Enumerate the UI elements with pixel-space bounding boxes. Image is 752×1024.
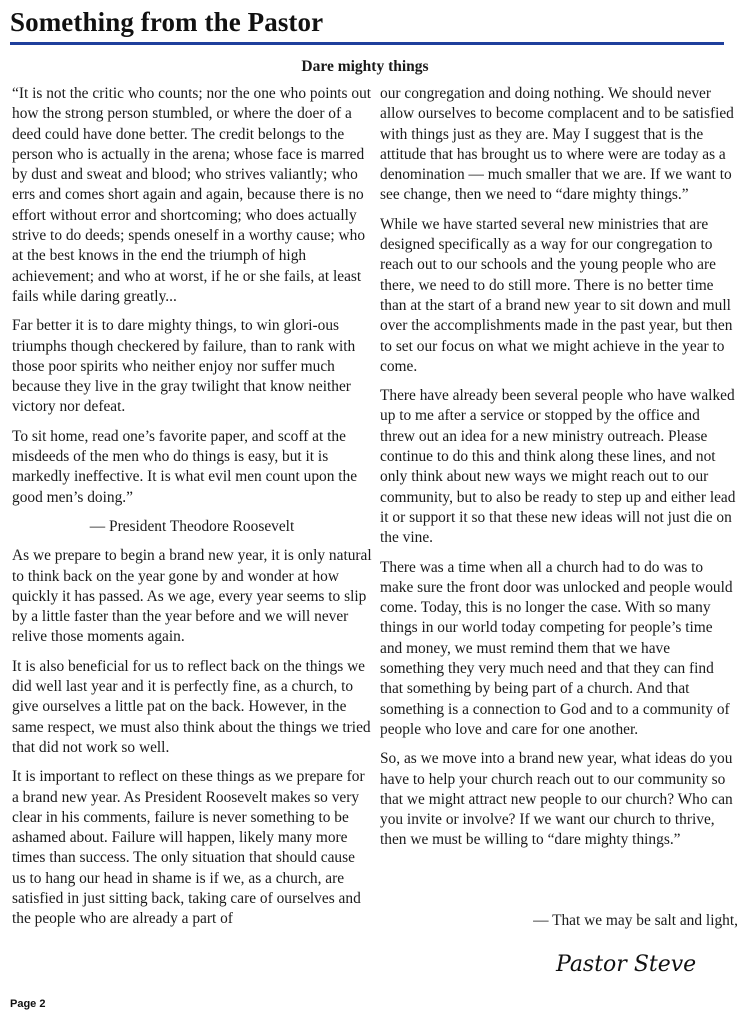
- body-paragraph: It is also beneficial for us to reflect back on the things we did well last year and it is perfectly fine, as a church, to give ourselves a little pat on the back. However, in the same respect, we must also think about the things we tried that did not work so well.: [12, 657, 371, 756]
- body-paragraph: There have already been several people who have walked up to me after a service or stopped by the office and threw out an idea for a new ministry outreach. Please continue to do this and think along these lines, and not only think about new ways we might reach out to our community, but to also be ready to step up and either lead it or support it so that these new ideas will not just die on the vine.: [380, 387, 736, 547]
- quote-paragraph: “It is not the critic who counts; nor the one who points out how the strong person stumbled, or where the doer of a deed could have done better. The credit belongs to the person who is actually in the arena; whose face is marred by dust and sweat and blood; who strives valiantly; who errs and comes short again and again, because there is no effort without error and shortcoming; who does actually strive to do deeds; spends oneself in a worthy cause; who at the best knows in the end the triumph of high achievement; and who at worst, if he or she fails, at least fails while daring greatly...: [12, 85, 372, 305]
- article-title: Dare mighty things: [301, 58, 429, 75]
- body-paragraph: So, as we move into a brand new year, what ideas do you have to help your church reach out to our community so that we might attract new people to our church? Who can you invite or involve? If we want our church to thrive, then we must be willing to “dare mighty things.”: [380, 750, 733, 849]
- pastor-signature: [540, 945, 740, 981]
- body-paragraph: It is important to reflect on these things as we prepare for a brand new year. As President Roosevelt makes so very clear in his comments, failure is never something to be ashamed about. Failure will happen, likely many more times than success. The only situation that should cause us to hang our head in shame is if we, as a church, are satisfied in just sitting back, taking care of ourselves and the people who are already a part of: [12, 768, 365, 928]
- signature-text: Pastor Steve: [556, 952, 697, 977]
- page-number: Page 2: [10, 998, 46, 1010]
- body-paragraph: While we have started several new ministries that are designed specifically as a way for our congregation to reach out to our schools and the young people who are there, we need to do still more. There is no better time than at the start of a brand new year to sit down and mull over the accomplishments made in the past year, but then to set our focus on what we might achieve in the year to come.: [380, 215, 733, 375]
- signature-graphic: [540, 945, 740, 981]
- page-title: Something from the Pastor: [10, 7, 324, 37]
- quote-attribution: — President Theodore Roosevelt: [89, 517, 295, 535]
- right-column: [380, 84, 738, 860]
- body-paragraph: our congregation and doing nothing. We should never allow ourselves to become complacent and to be satisfied with things just as they are. May I suggest that is the attitude that has brought us to where were are today as a denomination — much smaller that we are. If we want to see change, then we need to “dare mighty things.”: [380, 85, 734, 204]
- body-paragraph: There was a time when all a church had to do was to make sure the front door was unlocked and people would come. Today, this is no longer the case. With so many things in our world today competing for people’s time and money, we must remind them that we have something they very much need and that they can find that something by being part of a church. And that something is a connection to God and to a community of people who love and care for one another.: [380, 558, 733, 738]
- quote-paragraph: To sit home, read one’s favorite paper, and scoff at the misdeeds of the men who do things is easy, but it is markedly ineffective. It is what evil men count upon the good men’s doing.”: [12, 427, 358, 506]
- page-header: [10, 6, 724, 45]
- left-column: [12, 84, 372, 939]
- quote-paragraph: Far better it is to dare mighty things, to win glori-ous triumphs though checkered by failure, than to rank with those poor spirits who neither enjoy nor suffer much because they live in the gray twilight that know neither victory nor defeat.: [12, 317, 356, 416]
- closing-line: — That we may be salt and light,: [533, 912, 738, 929]
- body-paragraph: As we prepare to begin a brand new year, it is only natural to think back on the year gone by and wonder at how quickly it has passed. As we age, every year seems to slip by a little faster than the year before and we will never relive those moments again.: [12, 547, 372, 646]
